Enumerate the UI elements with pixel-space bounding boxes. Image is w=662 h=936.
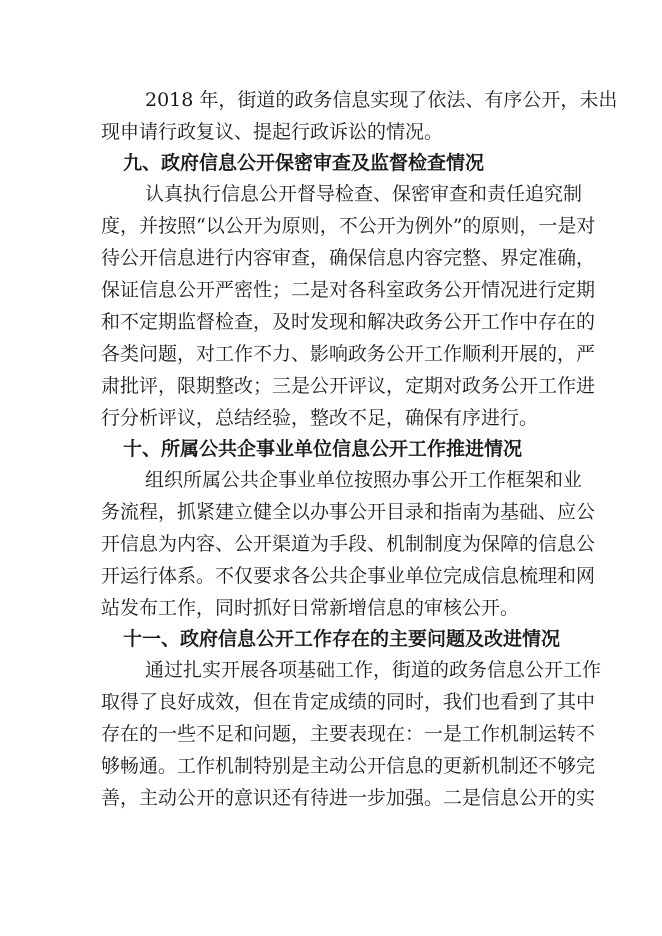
text-line: 各类问题，对工作不力、影响政务公开工作顺利开展的，严 — [101, 343, 596, 365]
text-line: 善，主动公开的意识还有待进一步加强。二是信息公开的实 — [101, 787, 596, 809]
text-line: 够畅通。工作机制特别是主动公开信息的更新机制还不够完 — [101, 755, 596, 777]
section-heading: 十一、政府信息公开工作存在的主要问题及改进情况 — [123, 628, 561, 650]
text-line: 通过扎实开展各项基础工作，街道的政务信息公开工作 — [145, 659, 602, 681]
text-line: 开信息为内容、公开渠道为手段、机制制度为保障的信息公 — [101, 533, 596, 555]
text-line: 现申请行政复议、提起行政诉讼的情况。 — [101, 121, 444, 143]
paragraph — [101, 84, 618, 148]
text-line: 保证信息公开严密性；二是对各科室政务公开情况进行定期 — [101, 279, 596, 301]
paragraph — [101, 654, 602, 814]
text-line: 开运行体系。不仅要求各公共企事业单位完成信息梳理和网 — [101, 565, 596, 587]
text-line: 和不定期监督检查，及时发现和解决政务公开工作中存在的 — [101, 311, 596, 333]
text-line: 站发布工作，同时抓好日常新增信息的审核公开。 — [101, 597, 520, 619]
paragraph — [101, 178, 596, 434]
document-page — [101, 84, 618, 814]
paragraph — [101, 464, 596, 624]
text-line: 待公开信息进行内容审查，确保信息内容完整、界定准确， — [101, 247, 596, 269]
text-line: 行分析评议，总结经验，整改不足，确保有序进行。 — [101, 407, 539, 429]
text-line: 存在的一些不足和问题，主要表现在：一是工作机制运转不 — [101, 723, 596, 745]
text-line: 肃批评，限期整改；三是公开评议，定期对政务公开工作进 — [101, 375, 596, 397]
section-heading: 十、所属公共企事业单位信息公开工作推进情况 — [123, 438, 523, 460]
section-heading: 九、政府信息公开保密审查及监督检查情况 — [123, 152, 485, 174]
text-line: 务流程，抓紧建立健全以办事公开目录和指南为基础、应公 — [101, 501, 596, 523]
text-line: 认真执行信息公开督导检查、保密审查和责任追究制 — [145, 183, 583, 205]
text-line: 取得了良好成效，但在肯定成绩的同时，我们也看到了其中 — [101, 691, 596, 713]
text-line: 2018 年，街道的政务信息实现了依法、有序公开，未出 — [145, 89, 618, 111]
text-line: 组织所属公共企事业单位按照办事公开工作框架和业 — [145, 469, 583, 491]
text-line: 度，并按照“以公开为原则，不公开为例外”的原则，一是对 — [101, 215, 596, 237]
